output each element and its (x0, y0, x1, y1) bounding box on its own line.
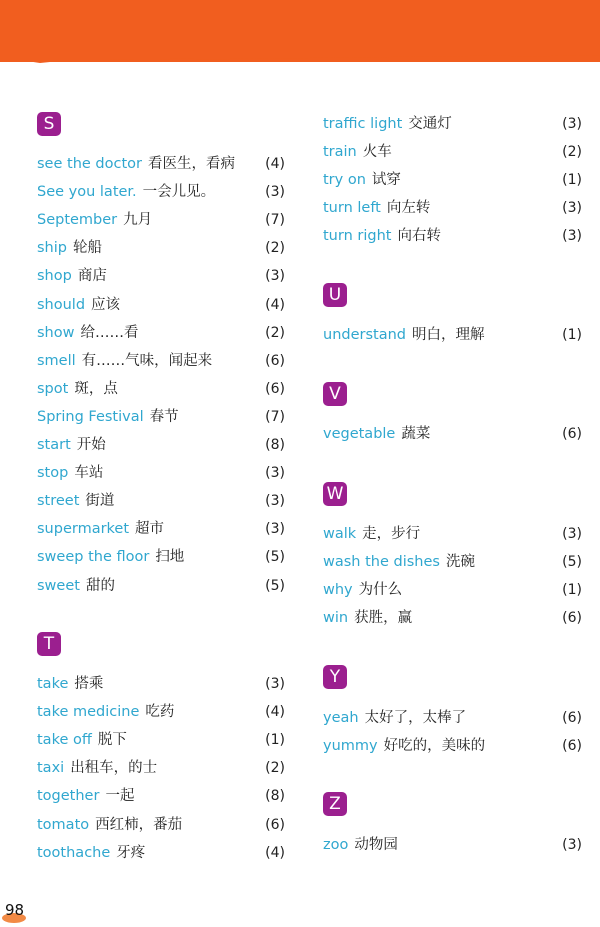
glossary-entry (37, 351, 285, 371)
unit-number: (5) (265, 577, 285, 594)
chinese-meaning: 甜的 (85, 577, 115, 594)
glossary-entry (323, 325, 582, 345)
english-term: take (37, 676, 69, 692)
glossary-entry (37, 702, 285, 722)
english-term: September (37, 212, 118, 229)
unit-number: (7) (265, 408, 285, 425)
chinese-meaning: 交通灯 (408, 116, 452, 132)
glossary-entry (323, 708, 582, 728)
english-term: ship (37, 240, 67, 257)
english-term: yeah (323, 710, 359, 726)
glossary-entry (37, 238, 285, 258)
unit-number: (3) (265, 184, 285, 201)
unit-number: (8) (265, 788, 285, 805)
chinese-meaning: 轮船 (72, 240, 102, 257)
english-term: turn right (323, 228, 392, 245)
unit-number: (5) (265, 549, 285, 566)
english-term: train (323, 144, 357, 161)
glossary-entry (37, 730, 285, 750)
chinese-meaning: 脱下 (97, 732, 127, 749)
english-term: spot (37, 380, 69, 397)
chinese-meaning: 为什么 (358, 582, 403, 599)
chinese-meaning: 街道 (85, 493, 115, 510)
unit-number: (3) (562, 837, 582, 853)
chinese-meaning: 太好了，太棒了 (364, 710, 467, 726)
header-band (0, 0, 600, 62)
chinese-meaning: 车站 (74, 465, 104, 482)
english-term: street (37, 493, 80, 510)
english-term: why (323, 582, 353, 599)
english-term: stop (37, 465, 69, 482)
unit-number: (3) (265, 268, 285, 285)
chinese-meaning: 一起 (105, 788, 135, 805)
english-term: traffic light (323, 116, 403, 132)
unit-number: (3) (265, 465, 285, 482)
glossary-entry (37, 576, 285, 596)
glossary-entry (37, 379, 285, 399)
unit-number: (2) (265, 240, 285, 257)
unit-number: (6) (562, 426, 582, 442)
chinese-meaning: 超市 (135, 521, 165, 538)
unit-number: (4) (265, 156, 285, 172)
glossary-entry (323, 580, 582, 600)
letter-badge-z: Z (323, 792, 347, 816)
unit-number: (6) (562, 610, 582, 627)
unit-number: (3) (562, 526, 582, 542)
unit-number: (2) (562, 144, 582, 161)
glossary-entry (323, 608, 582, 628)
english-term: smell (37, 352, 76, 369)
chinese-meaning: 向右转 (397, 228, 441, 245)
chinese-meaning: 给……看 (80, 324, 139, 341)
chinese-meaning: 一会儿见。 (142, 184, 216, 201)
english-term: see the doctor (37, 156, 142, 172)
glossary-entry (37, 758, 285, 778)
glossary-entry (37, 786, 285, 806)
chinese-meaning: 好吃的，美味的 (383, 738, 486, 755)
glossary-entry (37, 323, 285, 343)
unit-number: (8) (265, 437, 285, 453)
glossary-entry (37, 435, 285, 455)
glossary-entry (37, 154, 285, 174)
english-term: sweet (37, 577, 80, 594)
chinese-meaning: 洗碗 (445, 554, 475, 571)
unit-number: (1) (562, 327, 582, 343)
glossary-entry (37, 295, 285, 315)
chinese-meaning: 扫地 (155, 549, 185, 566)
glossary-entry (37, 519, 285, 539)
english-term: shop (37, 268, 72, 285)
unit-number: (6) (265, 816, 285, 833)
english-term: wash the dishes (323, 554, 440, 571)
glossary-entry (37, 182, 285, 202)
glossary-entry (323, 424, 582, 444)
glossary-entry (323, 114, 582, 134)
english-term: supermarket (37, 521, 130, 538)
english-term: taxi (37, 760, 65, 777)
unit-number: (1) (562, 582, 582, 599)
chinese-meaning: 春节 (149, 408, 179, 425)
glossary-entry (323, 170, 582, 190)
english-term: yummy (323, 738, 378, 755)
english-term: Spring Festival (37, 408, 144, 425)
english-term: show (37, 324, 75, 341)
glossary-entry (323, 552, 582, 572)
unit-number: (3) (562, 228, 582, 245)
glossary-entry (37, 266, 285, 286)
chinese-meaning: 获胜，赢 (354, 610, 413, 627)
chinese-meaning: 看医生，看病 (147, 156, 235, 172)
chinese-meaning: 向左转 (386, 200, 431, 217)
english-term: understand (323, 327, 406, 343)
chinese-meaning: 九月 (123, 212, 153, 229)
torn-edge (0, 52, 600, 68)
chinese-meaning: 出租车，的士 (70, 760, 158, 777)
chinese-meaning: 明白，理解 (412, 327, 485, 343)
chinese-meaning: 牙疼 (116, 844, 146, 861)
glossary-entry (323, 736, 582, 756)
unit-number: (6) (265, 380, 285, 397)
letter-badge-s: S (37, 112, 61, 136)
chinese-meaning: 试穿 (371, 172, 401, 189)
english-term: tomato (37, 816, 90, 833)
unit-number: (4) (265, 296, 285, 313)
chinese-meaning: 应该 (91, 296, 121, 313)
unit-number: (3) (265, 493, 285, 510)
glossary-entry (323, 142, 582, 162)
unit-number: (3) (562, 200, 582, 217)
english-term: sweep the floor (37, 549, 150, 566)
unit-number: (6) (265, 352, 285, 369)
page-number: 98 (5, 901, 25, 919)
unit-number: (3) (265, 676, 285, 692)
letter-badge-y: Y (323, 665, 347, 689)
english-term: should (37, 296, 86, 313)
unit-number: (2) (265, 760, 285, 777)
english-term: take medicine (37, 704, 140, 721)
unit-number: (4) (265, 704, 285, 721)
unit-number: (3) (265, 521, 285, 538)
chinese-meaning: 走，步行 (362, 526, 421, 542)
glossary-entry (37, 547, 285, 567)
english-term: try on (323, 172, 366, 189)
letter-badge-t: T (37, 632, 61, 656)
english-term: turn left (323, 200, 381, 217)
english-term: toothache (37, 844, 111, 861)
english-term: zoo (323, 837, 349, 853)
english-term: win (323, 610, 349, 627)
glossary-entry (323, 226, 582, 246)
chinese-meaning: 商店 (77, 268, 107, 285)
chinese-meaning: 蔬菜 (401, 426, 431, 442)
chinese-meaning: 火车 (362, 144, 392, 161)
unit-number: (4) (265, 844, 285, 861)
unit-number: (2) (265, 324, 285, 341)
english-term: start (37, 437, 71, 453)
unit-number: (5) (562, 554, 582, 571)
unit-number: (1) (265, 732, 285, 749)
letter-badge-u: U (323, 283, 347, 307)
glossary-entry (37, 815, 285, 835)
english-term: together (37, 788, 100, 805)
glossary-entry (37, 210, 285, 230)
glossary-entry (323, 198, 582, 218)
letter-badge-w: W (323, 482, 347, 506)
glossary-entry (323, 524, 582, 544)
chinese-meaning: 有……气味，闻起来 (81, 352, 213, 369)
unit-number: (6) (562, 710, 582, 726)
chinese-meaning: 搭乘 (74, 676, 104, 692)
chinese-meaning: 西红柿，番茄 (95, 816, 183, 833)
letter-badge-v: V (323, 382, 347, 406)
glossary-entry (37, 843, 285, 863)
glossary-entry (37, 463, 285, 483)
chinese-meaning: 斑，点 (74, 380, 118, 397)
english-term: take off (37, 732, 92, 749)
english-term: walk (323, 526, 357, 542)
chinese-meaning: 动物园 (354, 837, 398, 853)
english-term: vegetable (323, 426, 396, 442)
chinese-meaning: 开始 (76, 437, 106, 453)
english-term: See you later. (37, 184, 137, 201)
chinese-meaning: 吃药 (145, 704, 175, 721)
glossary-entry (323, 835, 582, 855)
unit-number: (3) (562, 116, 582, 132)
glossary-entry (37, 491, 285, 511)
glossary-entry (37, 407, 285, 427)
unit-number: (7) (265, 212, 285, 229)
glossary-entry (37, 674, 285, 694)
unit-number: (1) (562, 172, 582, 189)
unit-number: (6) (562, 738, 582, 755)
